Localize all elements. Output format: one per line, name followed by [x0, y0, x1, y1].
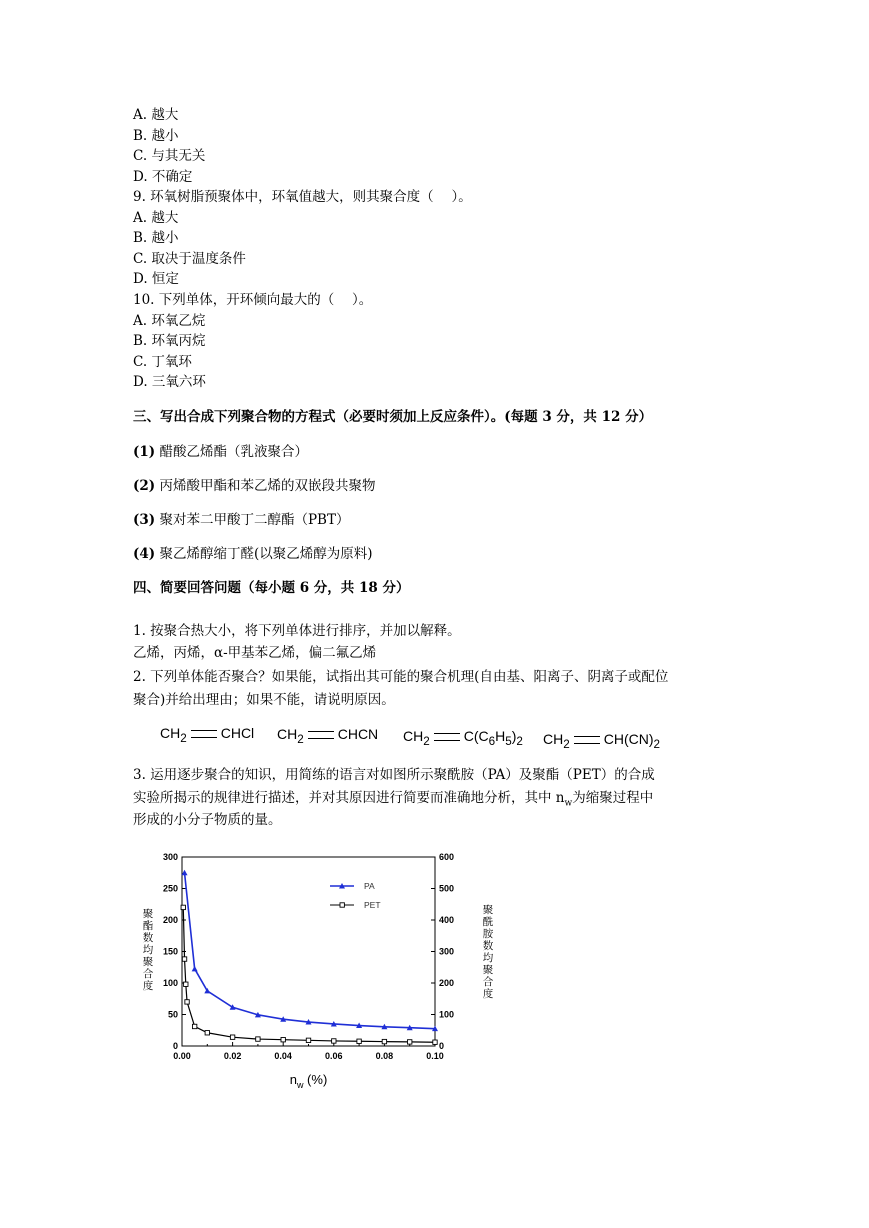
y-right-tick-label: 400	[439, 915, 455, 925]
item-number: (1)	[133, 444, 156, 460]
item-number: (4)	[133, 546, 156, 562]
y-right-tick-label: 100	[439, 1009, 455, 1020]
svg-text:胺: 胺	[482, 928, 494, 940]
data-point-pet	[184, 982, 188, 986]
data-point-pet	[408, 1040, 412, 1044]
s4-q2-line1: 2. 下列单体能否聚合？如果能，试指出其可能的聚合机理(自由基、阳离子、阴离子或配位	[133, 669, 669, 685]
y-left-axis-label	[143, 908, 154, 992]
y-right-tick-label: 500	[439, 883, 455, 894]
svg-text:聚: 聚	[142, 908, 154, 920]
section3-item-4	[133, 542, 373, 562]
formula-vinyl-chloride: $CH_2$ CHCl	[160, 725, 255, 745]
q10-stem: 10. 下列单体，开环倾向最大的（ ）。	[133, 292, 373, 308]
q9-option-d: D. 恒定	[133, 271, 179, 287]
y-left-tick-label: 100	[162, 978, 178, 988]
x-tick-label: 0.06	[325, 1051, 343, 1061]
double-bond	[574, 736, 600, 744]
s4-q3-line3: 形成的小分子物质的量。	[133, 812, 282, 828]
x-tick-label: 0.04	[274, 1051, 292, 1061]
svg-text:聚: 聚	[142, 956, 154, 968]
y-right-tick-label: 600	[439, 852, 455, 862]
svg-text:酰: 酰	[482, 916, 494, 928]
s4-q3-line2: 实验所揭示的规律进行描述，并对其原因进行简要而准确地分析，其中 $n_w$为缩聚过程中	[133, 790, 654, 809]
q8-option-d: D. 不确定	[133, 169, 193, 185]
y-right-tick-label: 200	[439, 978, 455, 988]
data-point-pet	[256, 1037, 260, 1041]
q8-option-a: A. 越大	[133, 107, 179, 123]
y-left-tick-label: 150	[162, 946, 178, 957]
data-point-pet	[181, 905, 185, 909]
chart-legend	[330, 881, 381, 910]
data-point-pet	[281, 1038, 285, 1042]
x-tick-label: 0.00	[173, 1051, 191, 1061]
data-point-pet	[332, 1039, 336, 1043]
item-text: 丙烯酸甲酯和苯乙烯的双嵌段共聚物	[159, 478, 376, 494]
s4-q3-line1: 3. 运用逐步聚合的知识，用简练的语言对如图所示聚酰胺（PA）及聚酯（PET）的合成	[133, 767, 655, 783]
y-left-tick-label: 200	[162, 915, 178, 925]
formula-dicyanoethylene: $CH_2$ $CH(CN)_2$	[543, 731, 660, 751]
s4-q2-line2: 聚合)并给出理由；如果不能，请说明原因。	[133, 692, 395, 708]
svg-text:聚: 聚	[482, 964, 494, 976]
item-number: (2)	[133, 478, 156, 494]
double-bond	[308, 731, 334, 739]
q9-option-a: A. 越大	[133, 210, 179, 226]
q10-option-b: B. 环氧丙烷	[133, 333, 206, 349]
svg-text:数: 数	[482, 940, 494, 952]
svg-text:聚: 聚	[482, 904, 494, 916]
x-tick-label: 0.02	[223, 1051, 242, 1061]
data-point-pet	[433, 1040, 437, 1044]
legend-label-pet: PET	[364, 900, 381, 910]
item-number: (3)	[133, 512, 156, 528]
q10-option-a: A. 环氧乙烷	[133, 313, 206, 329]
s4-q1-line1: 1. 按聚合热大小，将下列单体进行排序，并加以解释。	[133, 623, 461, 639]
data-point-pet	[192, 1024, 196, 1028]
y-left-tick-label: 250	[162, 883, 178, 894]
svg-text:数: 数	[142, 932, 154, 944]
section3-item-3	[133, 508, 349, 528]
q9-option-b: B. 越小	[133, 230, 179, 246]
svg-text:合: 合	[482, 976, 494, 988]
y-left-tick-label: 300	[162, 852, 178, 862]
double-bond	[434, 733, 460, 741]
y-left-tick-label: 0	[172, 1041, 178, 1051]
x-tick-label: 0.08	[375, 1051, 394, 1061]
item-text: 聚对苯二甲酸丁二醇酯（PBT）	[159, 512, 350, 528]
section4-title: 四、简要回答问题（每小题 6 分，共 18 分）	[133, 580, 410, 596]
data-point-pet	[182, 957, 186, 961]
q8-option-c: C. 与其无关	[133, 148, 206, 164]
svg-text:均: 均	[482, 952, 494, 964]
y-left-tick-label: 50	[167, 1009, 178, 1020]
section3-title: 三、写出合成下列聚合物的方程式（必要时须加上反应条件）。(每题 3 分，共 12 分）	[133, 409, 653, 425]
x-axis-label: $n_w$ (%)	[289, 1072, 328, 1090]
item-text: 聚乙烯醇缩丁醛(以聚乙烯醇为原料)	[159, 546, 373, 562]
data-point-pet	[185, 1000, 189, 1004]
y-right-tick-label: 300	[439, 946, 455, 957]
plot-frame	[182, 857, 435, 1046]
data-point-pet	[306, 1038, 310, 1042]
series-line-pa	[185, 873, 435, 1029]
double-bond	[191, 730, 217, 738]
data-point-pet	[230, 1035, 234, 1039]
item-text: 醋酸乙烯酯（乳液聚合）	[159, 444, 308, 460]
q8-option-b: B. 越小	[133, 128, 179, 144]
formula-acrylonitrile: $CH_2$ CHCN	[277, 726, 379, 746]
svg-text:酯: 酯	[142, 920, 154, 932]
s4-q1-line2: 乙烯，丙烯，α-甲基苯乙烯，偏二氟乙烯	[133, 645, 377, 661]
section3-item-1	[133, 440, 308, 460]
svg-text:均: 均	[142, 944, 154, 956]
chart-axes	[182, 857, 435, 1046]
y-right-tick-label: 0	[439, 1041, 445, 1051]
data-point-pet	[357, 1039, 361, 1043]
data-point-pet	[382, 1039, 386, 1043]
legend-marker-pet	[340, 903, 344, 907]
section3-item-2	[133, 474, 375, 494]
y-right-axis-label	[483, 904, 494, 1000]
chart-series	[181, 870, 438, 1045]
svg-text:度: 度	[482, 988, 494, 1000]
data-point-pet	[205, 1031, 209, 1035]
svg-text:度: 度	[142, 980, 154, 992]
svg-text:合: 合	[142, 968, 154, 980]
formula-diphenylethylene: $CH_2$ $C(C_6H_5)_2$	[403, 728, 523, 748]
q10-option-c: C. 丁氧环	[133, 354, 192, 370]
q10-option-d: D. 三氧六环	[133, 374, 206, 390]
x-tick-label: 0.10	[426, 1051, 444, 1061]
data-point-pa	[192, 966, 198, 972]
q9-stem: 9. 环氧树脂预聚体中，环氧值越大，则其聚合度（ ）。	[133, 189, 472, 205]
q9-option-c: C. 取决于温度条件	[133, 251, 246, 267]
legend-label-pa: PA	[364, 881, 375, 891]
polymerization-degree-chart	[130, 845, 530, 1095]
